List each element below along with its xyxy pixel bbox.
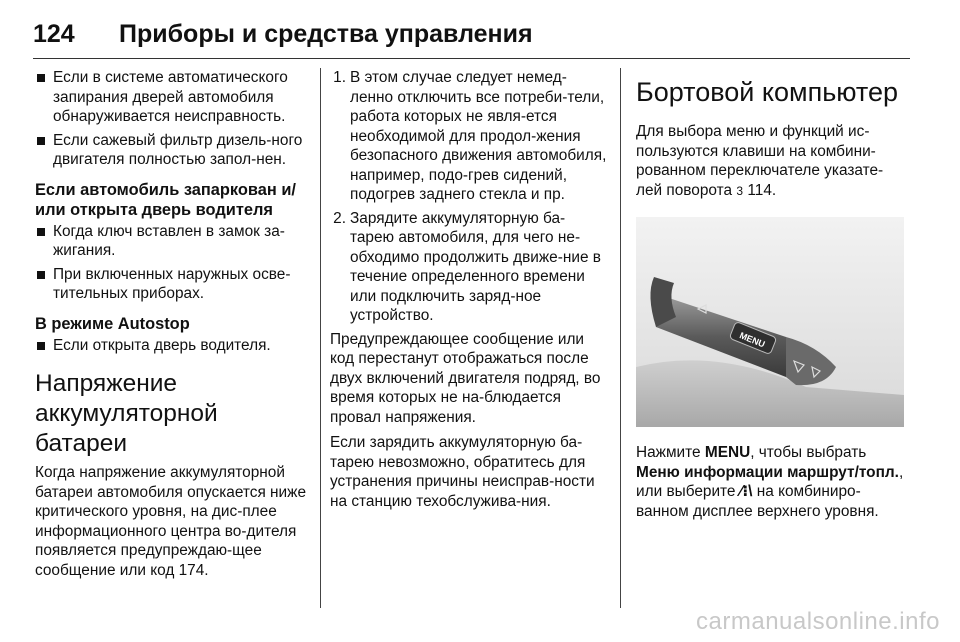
list-item: Если открыта дверь водителя. [35, 336, 307, 356]
step-text: В этом случае следует немед-ленно отключить все потреби-тели, работа которых не явля-ется необходимой для продол-жения безопасного движения автомобиля, например, подо-грев сидений, подогрев заднего стекла и пр. [350, 69, 607, 203]
step-list [330, 68, 608, 326]
intro-paragraph [636, 122, 908, 201]
step-number: 2. [333, 209, 346, 227]
menu-key-label: MENU [704, 444, 751, 461]
column-1 [35, 68, 307, 586]
watermark: carmanualsonline.info [696, 608, 940, 635]
bullet-list-parked [35, 222, 307, 304]
subhead-autostop: В режиме Autostop [35, 314, 190, 333]
press-or: или выберите [636, 483, 736, 500]
column-divider-2 [620, 68, 621, 608]
press-prefix: Нажмите [636, 444, 701, 461]
section-title-battery: Напряжение аккумуляторной батареи [35, 370, 218, 457]
subhead-parked: Если автомобиль запаркован и/или открыта дверь водителя [35, 180, 296, 219]
column-divider-1 [320, 68, 321, 608]
page-ref: 114. [747, 181, 777, 199]
stalk-illustration [636, 217, 904, 427]
page-title: Приборы и средства управления [119, 20, 533, 48]
list-item: При включенных наружных осве-тительных приборах. [35, 265, 307, 304]
press-end: на комбиниро-ванном дисплее верхнего уровня. [636, 483, 879, 520]
turn-signal-stalk-image [636, 217, 904, 427]
battery-paragraph: Когда напряжение аккумуляторной батареи автомобиля опускается ниже критического уровня, на дис-плее информационного центра во-дителя появляется предупреждаю-щее сообщение или код 174. [35, 464, 307, 579]
header-rule [33, 58, 910, 59]
paragraph-warning-clear: Предупреждающее сообщение или код перестанут отображаться после двух включений двигателя подряд, во время которых не на-блюдается провал напряжения. [330, 330, 601, 426]
step-number: 1. [333, 69, 346, 86]
list-item: Когда ключ вставлен в замок за-жигания. [35, 222, 307, 261]
press-mid: , чтобы выбрать [750, 444, 867, 461]
intro-text: Для выбора меню и функций ис-пользуются клавиши на комбини-рованном переключателе указате-лей поворота [636, 123, 884, 199]
column-2 [330, 68, 608, 517]
bullet-list-autostop [35, 336, 307, 356]
page-number: 124 [33, 20, 75, 48]
menu-button-label: MENU [738, 330, 767, 350]
press-after: , [898, 463, 904, 481]
trip-symbol-icon: ⁄⁝\ [739, 483, 753, 500]
section-title-trip-computer: Бортовой компьютер [636, 77, 899, 107]
trip-fuel-menu-label: Меню информации маршрут/топл. [636, 463, 899, 481]
page-header [33, 14, 913, 58]
list-item: Если в системе автоматического запирания дверей автомобиля обнаруживается неисправность. [35, 68, 307, 127]
column-3 [636, 68, 908, 527]
step-text: Зарядите аккумуляторную ба-тарею автомобиля, для чего не-обходимо продолжить движе-ние в течение определенного времени или подключить заряд-ное устройство. [350, 209, 601, 324]
list-item: Если сажевый фильтр дизель-ного двигателя полностью запол-нен. [35, 131, 307, 170]
bullet-list-faults [35, 68, 307, 170]
page-ref-icon: 3 [736, 183, 744, 198]
step-item [330, 68, 608, 205]
paragraph-service: Если зарядить аккумуляторную ба-тарею невозможно, обратитесь для устранения причины неисправ-ности на станцию техобслужива-ния. [330, 434, 595, 510]
press-menu-paragraph [636, 443, 908, 521]
step-item [330, 209, 608, 326]
